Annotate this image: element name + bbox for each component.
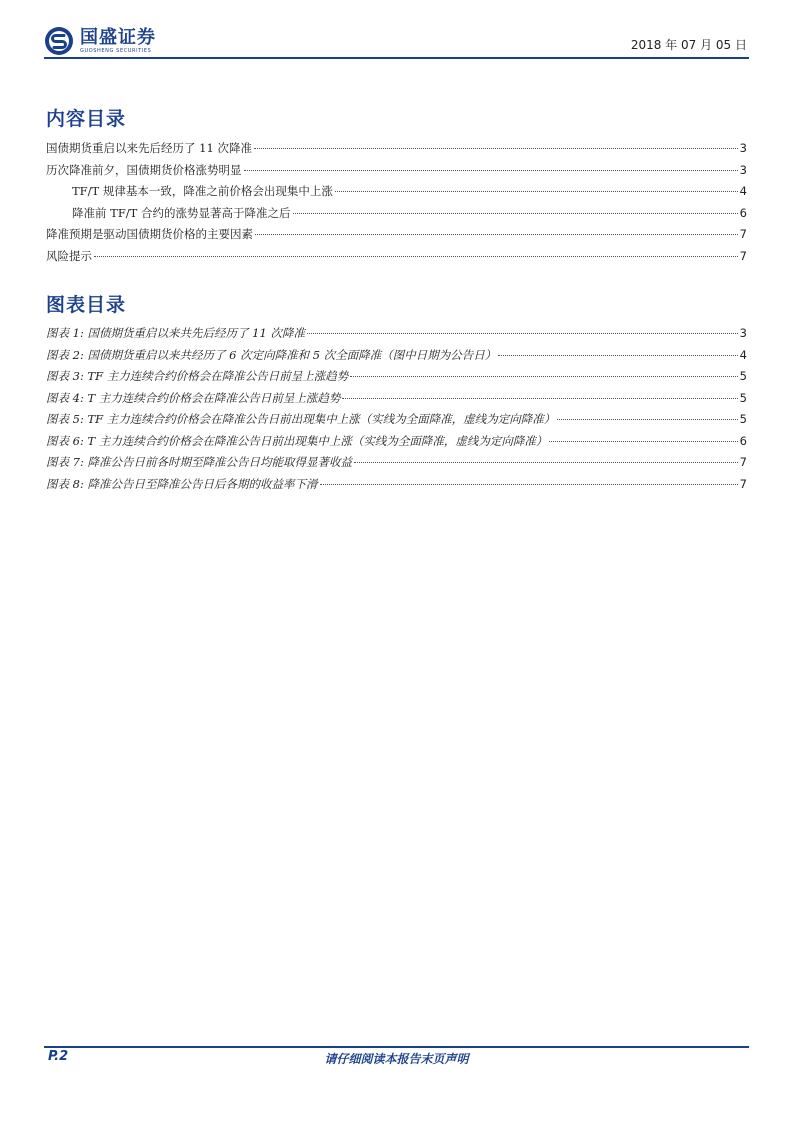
leader-dots [498,355,737,356]
figure-entry-label: 图表 2: 国债期货重启以来共经历了 6 次定向降准和 5 次全面降准（图中日期为公告日） [46,347,497,362]
figure-entry-label: 图表 6: T 主力连续合约价格会在降准公告日前出现集中上涨（实线为全面降准，虚线为定向降准） [46,433,548,448]
leader-dots [354,462,738,463]
figure-entry-label: 图表 5: TF 主力连续合约价格会在降准公告日前出现集中上涨（实线为全面降准，虚线为定向降准） [46,412,556,426]
report-date: 2018 年 07 月 05 日 [630,38,747,52]
figure-entry-label: 图表 8: 降准公告日至降准公告日后各期的收益率下滑 [46,476,318,491]
contents-title: 内容目录 [46,108,127,130]
toc-entry[interactable] [46,248,747,270]
toc-entry-label: 降准前 TF/T 合约的涨势显著高于降准之后 [72,205,291,220]
figure-entry-label: 图表 7: 降准公告日前各时期至降准公告日均能取得显著收益 [46,455,352,469]
guosheng-logo-icon [44,26,74,56]
figure-entry-page: 6 [739,433,747,448]
figure-entry-page: 7 [739,455,747,469]
figures-list [46,325,747,497]
toc-entry-page: 6 [739,205,747,220]
leader-dots [320,484,738,485]
brand-name: 国盛证券 [80,26,156,48]
leader-dots [255,234,738,235]
toc-entry[interactable] [46,162,747,184]
figure-entry[interactable] [46,325,747,347]
leader-dots [335,191,738,192]
page-number: P.2 [48,1049,69,1064]
figure-entry-page: 5 [739,390,747,405]
figure-entry[interactable] [46,347,747,369]
leader-dots [557,419,737,420]
toc-entry-page: 7 [739,248,747,263]
toc-entry-page: 4 [739,184,747,198]
figure-entry-page: 4 [739,347,747,362]
leader-dots [307,333,738,334]
leader-dots [549,441,737,442]
header-divider [44,57,749,59]
figure-entry-label: 图表 1: 国债期货重启以来共先后经历了 11 次降准 [46,326,305,340]
leader-dots [254,148,738,149]
figure-entry[interactable] [46,476,747,498]
brand-name-en: GUOSHENG SECURITIES [80,47,152,54]
leader-dots [342,398,737,399]
toc-entry-page: 3 [739,162,747,177]
disclaimer-note: 请仔细阅读本报告末页声明 [324,1052,469,1066]
toc-subentry[interactable] [46,205,747,227]
figure-entry-label: 图表 3: TF 主力连续合约价格会在降准公告日前呈上涨趋势 [46,369,349,383]
contents-list [46,140,747,269]
toc-entry-label: 降准预期是驱动国债期货价格的主要因素 [46,227,253,241]
toc-entry-label: 历次降准前夕，国债期货价格涨势明显 [46,162,242,177]
toc-entry[interactable] [46,140,747,162]
toc-entry-label: 风险提示 [46,248,92,263]
toc-subentry[interactable] [46,183,747,205]
figure-entry[interactable] [46,390,747,412]
toc-entry-label: TF/T 规律基本一致，降准之前价格会出现集中上涨 [72,184,333,198]
toc-entry[interactable] [46,226,747,248]
figure-entry-page: 5 [739,412,747,426]
leader-dots [350,376,737,377]
figure-entry-page: 3 [739,326,747,340]
toc-entry-label: 国债期货重启以来先后经历了 11 次降准 [46,141,252,155]
toc-entry-page: 3 [739,141,747,155]
figure-entry-page: 7 [739,476,747,491]
figure-entry[interactable] [46,454,747,476]
figures-title: 图表目录 [46,294,127,316]
figure-entry-label: 图表 4: T 主力连续合约价格会在降准公告日前呈上涨趋势 [46,390,341,405]
figure-entry[interactable] [46,411,747,433]
brand-logo [44,24,156,58]
leader-dots [94,256,738,257]
figure-entry[interactable] [46,368,747,390]
leader-dots [293,213,738,214]
figure-entry[interactable] [46,433,747,455]
footer-divider [44,1046,749,1048]
figure-entry-page: 5 [739,369,747,383]
toc-entry-page: 7 [739,227,747,241]
leader-dots [244,170,738,171]
